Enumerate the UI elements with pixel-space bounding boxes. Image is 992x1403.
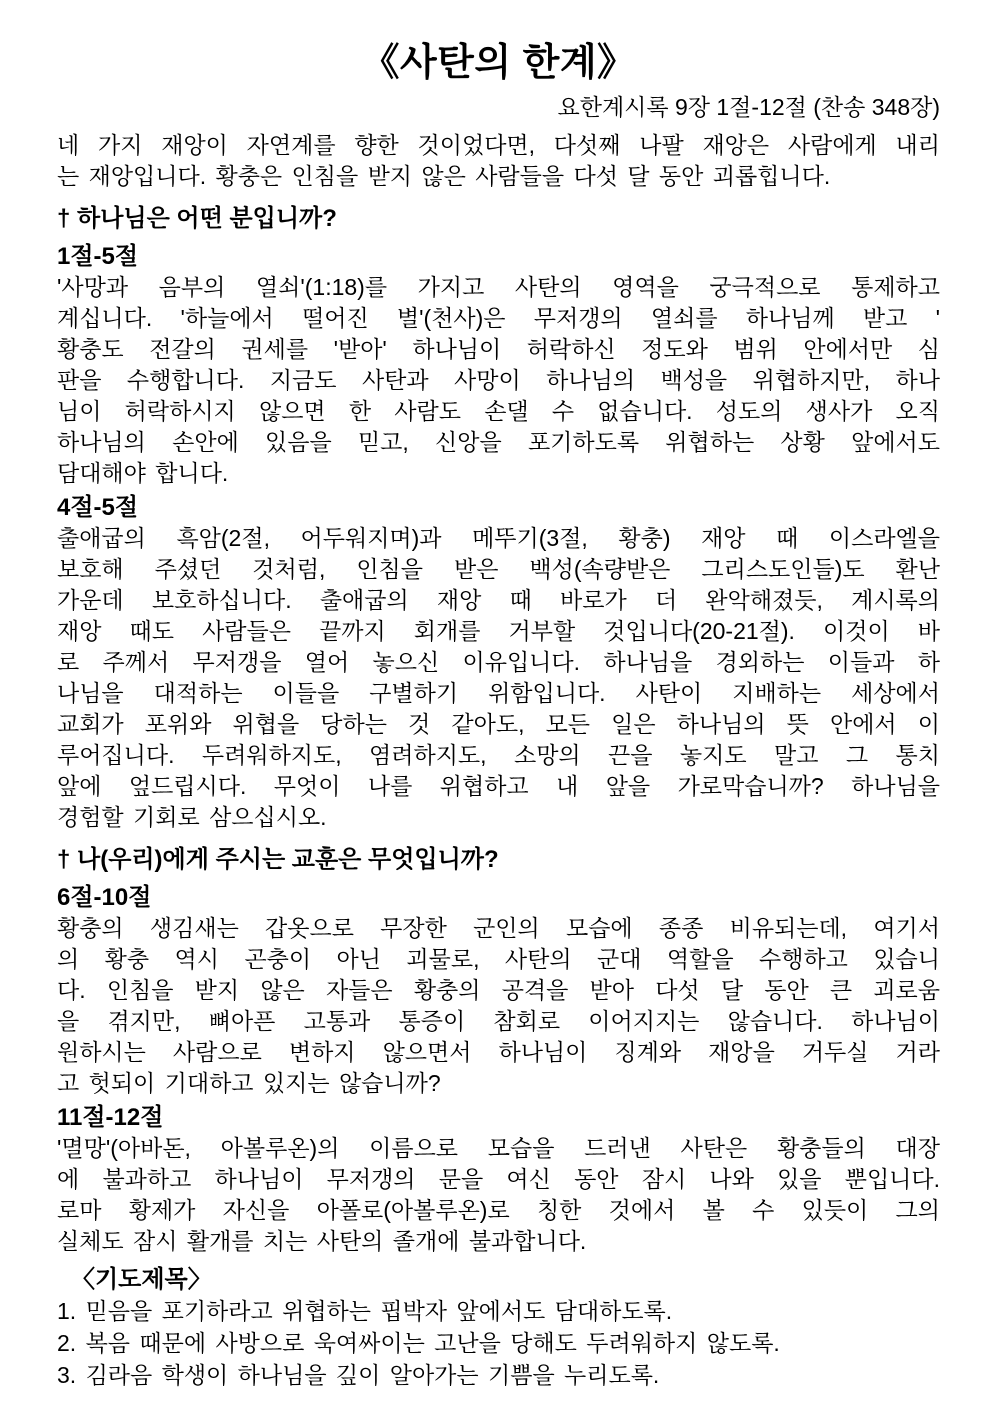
intro-paragraph xyxy=(57,130,940,192)
body-line: 하나님의 손안에 있음을 믿고, 신앙을 포기하도록 위협하는 상황 앞에서도 xyxy=(57,429,940,455)
body-line: 을 겪지만, 뼈아픈 고통과 통증이 참회로 이어지지는 않습니다. 하나님이 xyxy=(57,1008,940,1034)
prayer-item: 2. 복음 때문에 사방으로 욱여싸이는 고난을 당해도 두려워하지 않도록. xyxy=(57,1330,780,1356)
section-heading-god: † 하나님은 어떤 분입니까? xyxy=(57,205,337,232)
prayer-item: 1. 믿음을 포기하라고 위협하는 핍박자 앞에서도 담대하도록. xyxy=(57,1298,673,1324)
body-line: 나님을 대적하는 이들을 구별하기 위함입니다. 사탄이 지배하는 세상에서 xyxy=(57,680,940,706)
verse-range-heading: 6절-10절 xyxy=(57,884,152,911)
document-title: 《사탄의 한계》 xyxy=(361,42,636,84)
verse-range-heading: 4절-5절 xyxy=(57,494,139,521)
body-line: 는 재앙입니다. 황충은 인침을 받지 않은 사람들을 다섯 달 동안 괴롭힙니다. xyxy=(57,163,831,189)
body-line: '사망과 음부의 열쇠'(1:18)를 가지고 사탄의 영역을 궁극적으로 통제하고 xyxy=(57,274,940,300)
body-line: 에 불과하고 하나님이 무저갱의 문을 여신 동안 잠시 나와 있을 뿐입니다. xyxy=(57,1166,940,1192)
body-line: 재앙 때도 사람들은 끝까지 회개를 거부할 것입니다(20-21절). 이것이 바 xyxy=(57,618,940,644)
section-heading-lesson: † 나(우리)에게 주시는 교훈은 무엇입니까? xyxy=(57,846,499,873)
body-line: 로 주께서 무저갱을 열어 놓으신 이유입니다. 하나님을 경외하는 이들과 하 xyxy=(57,649,940,675)
body-line: 의 황충 역시 곤충이 아닌 괴물로, 사탄의 군대 역할을 수행하고 있습니 xyxy=(57,946,940,972)
body-line: 계십니다. '하늘에서 떨어진 별'(천사)은 무저갱의 열쇠를 하나님께 받고 ' xyxy=(57,305,940,331)
body-line: 다. 인침을 받지 않은 자들은 황충의 공격을 받아 다섯 달 동안 큰 괴로움 xyxy=(57,977,940,1003)
body-line: 님이 허락하시지 않으면 한 사람도 손댈 수 없습니다. 성도의 생사가 오직 xyxy=(57,398,940,424)
body-line: 앞에 엎드립시다. 무엇이 나를 위협하고 내 앞을 가로막습니까? 하나님을 xyxy=(57,773,940,799)
body-line: 황충도 전갈의 권세를 '받아' 하나님이 허락하신 정도와 범위 안에서만 심 xyxy=(57,336,940,362)
body-line: 고 헛되이 기대하고 있지는 않습니까? xyxy=(57,1070,441,1096)
body-line: 교회가 포위와 위협을 당하는 것 같아도, 모든 일은 하나님의 뜻 안에서 이 xyxy=(57,711,940,737)
prayer-topics-heading: 〈기도제목〉 xyxy=(71,1266,212,1293)
body-line: 경험할 기회로 삼으십시오. xyxy=(57,804,327,830)
prayer-item: 3. 김라음 학생이 하나님을 깊이 알아가는 기쁨을 누리도록. xyxy=(57,1362,660,1388)
paragraph xyxy=(57,272,940,489)
verse-range-heading: 11절-12절 xyxy=(57,1104,164,1131)
paragraph xyxy=(57,913,940,1099)
body-line: '멸망'(아바돈, 아볼루온)의 이름으로 모습을 드러낸 사탄은 황충들의 대장 xyxy=(57,1135,940,1161)
body-line: 황충의 생김새는 갑옷으로 무장한 군인의 모습에 종종 비유되는데, 여기서 xyxy=(57,915,940,941)
body-line: 로마 황제가 자신을 아폴로(아볼루온)로 칭한 것에서 볼 수 있듯이 그의 xyxy=(57,1197,940,1223)
body-line: 네 가지 재앙이 자연계를 향한 것이었다면, 다섯째 나팔 재앙은 사람에게 내리 xyxy=(57,132,940,158)
body-line: 원하시는 사람으로 변하지 않으면서 하나님이 징계와 재앙을 거두실 거라 xyxy=(57,1039,940,1065)
body-line: 루어집니다. 두려워하지도, 염려하지도, 소망의 끈을 놓지도 말고 그 통치 xyxy=(57,742,940,768)
body-line: 보호해 주셨던 것처럼, 인침을 받은 백성(속량받은 그리스도인들)도 환난 xyxy=(57,556,940,582)
body-line: 출애굽의 흑암(2절, 어두워지며)과 메뚜기(3절, 황충) 재앙 때 이스라엘을 xyxy=(57,525,940,551)
body-line: 담대해야 합니다. xyxy=(57,460,229,486)
scripture-reference: 요한계시록 9장 1절-12절 (찬송 348장) xyxy=(557,94,940,120)
body-line: 판을 수행합니다. 지금도 사탄과 사망이 하나님의 백성을 위협하지만, 하나 xyxy=(57,367,940,393)
body-line: 실체도 잠시 활개를 치는 사탄의 졸개에 불과합니다. xyxy=(57,1228,587,1254)
body-line: 가운데 보호하십니다. 출애굽의 재앙 때 바로가 더 완악해졌듯, 계시록의 xyxy=(57,587,940,613)
prayer-topics-list xyxy=(57,1295,940,1391)
paragraph xyxy=(57,1133,940,1257)
verse-range-heading: 1절-5절 xyxy=(57,243,139,270)
paragraph xyxy=(57,523,940,833)
